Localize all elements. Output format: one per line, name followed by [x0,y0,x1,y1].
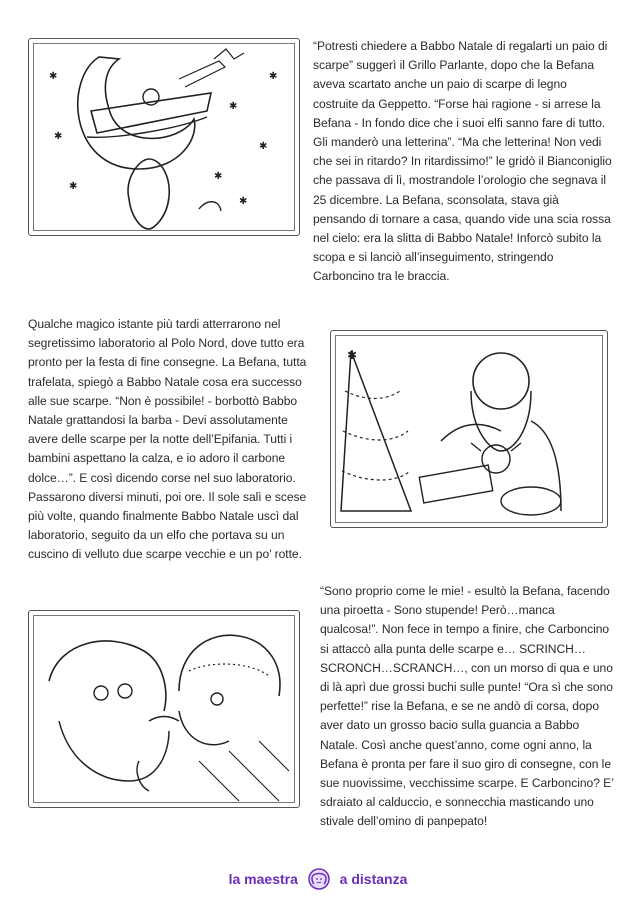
teacher-avatar-icon [308,868,330,890]
svg-text:✱: ✱ [229,101,238,112]
brand-right-text: a distanza [339,871,408,887]
svg-text:✱: ✱ [239,196,248,207]
svg-text:✱: ✱ [259,141,268,152]
svg-text:✱: ✱ [269,71,278,82]
story-paragraph-2: Qualche magico istante più tardi atterrarono nel segretissimo laboratorio al Polo Nord, dove tutto era pronto per la festa di fine consegne. La Befana, tutta trafelata, spiegò a Babbo Natale cosa era successo alle sue scarpe. “Non è possibile! - borbottò Babbo Natale grattandosi la barba - Devi assolutamente avere delle scarpe per la notte dell’Epifania. Tutti i bambini aspettano la calza, e io adoro il carbone dolce…”. E così dicendo corse nel suo laboratorio. Passarono diversi minuti, poi ore. Il sole salì e scese più volte, quando finalmente Babbo Natale uscì dal laboratorio, seguito da un elfo che portava su un cuscino di velluto due scarpe vecchie e un po’ rotte. [28,317,307,562]
svg-text:✱: ✱ [347,348,358,362]
svg-text:✱: ✱ [214,171,223,182]
sleigh-drawing [29,39,299,235]
story-paragraph-3: “Sono proprio come le mie! - esultò la Befana, facendo una piroetta - Sono stupende! Però…manca qualcosa!”. Non fece in tempo a finire, che Carboncino si attaccò alla punta delle scarpe e… SCRINCH…SCRONCH…SCRANCH…, con un morso di qua e uno di là aprì due grossi buchi sulle punte! “Ora sì che sono perfette!” rise la Befana, e se ne andò di corsa, dopo aver dato un grosso bacio sulla guancia a Babbo Natale. Così anche quest’anno, come ogni anno, la Befana è pronta per fare il suo giro di consegne, con le sue nuovissime, vecchissime scarpe. E Carboncino? E’ sdraiato al calduccio, e sonnecchia masticando uno stivale dell’omino di panpepato! [320,584,614,829]
brand-left-text: la maestra [228,871,298,887]
illustration-santa-elf [330,330,608,528]
illustration-kiss [28,610,300,808]
illustration-sleigh [28,38,300,236]
kiss-drawing [29,611,299,807]
svg-text:✱: ✱ [49,71,58,82]
svg-text:✱: ✱ [69,181,78,192]
santa-elf-drawing [331,331,607,527]
svg-text:✱: ✱ [54,131,63,142]
story-paragraph-1: “Potresti chiedere a Babbo Natale di regalarti un paio di scarpe” suggerì il Grillo Parlante, dopo che la Befana aveva scartato anche un paio di scarpe di legno costruite da Geppetto. “Forse hai ragione - si arrese la Befana - In fondo dice che i suoi elfi sanno fare di tutto. Gli manderò una letterina”. “Ma che letterina! Non vedi che sei in ritardo? In ritardissimo!” le gridò il Bianconiglio che passava di lì, mostrandole l’orologio che segnava il 25 dicembre. La Befana, sconsolata, stava già pensando di tornare a casa, quando vide una scia rossa nel cielo: era la slitta di Babbo Natale! Inforcò subito la scopa e si lanciò all’inseguimento, stringendo Carboncino tra le braccia. [313,39,612,284]
footer-brand [0,868,636,890]
